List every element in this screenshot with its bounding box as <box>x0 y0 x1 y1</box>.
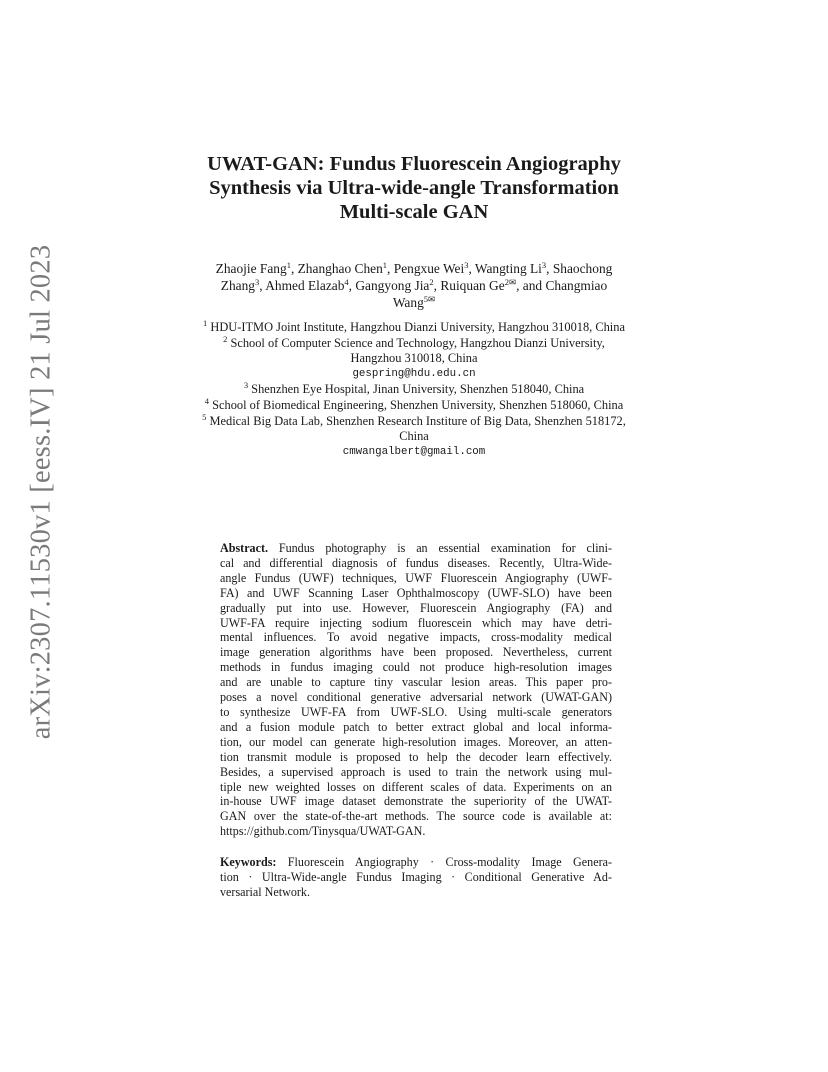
author-list <box>190 260 638 311</box>
abstract-line: methods in fundus imaging could not produce high-resolution images <box>220 660 612 675</box>
author-affil-mark: 4 <box>344 277 349 287</box>
abstract-line: cal and differential diagnosis of fundus diseases. Recently, Ultra-Wide- <box>220 555 612 570</box>
abstract-text: Fundus photography is an essential examination for clini- <box>268 541 612 555</box>
abstract-line: FA) and UWF Scanning Laser Ophthalmoscopy (UWF-SLO) have been <box>220 585 612 600</box>
affiliation <box>176 382 652 398</box>
author-name: Zhaojie Fang <box>215 261 287 276</box>
author-name: Wang <box>392 295 424 310</box>
affil-number: 2 <box>223 333 228 344</box>
affiliation <box>176 395 652 414</box>
author-affil-mark: 1 <box>286 260 291 270</box>
author-line <box>190 277 638 294</box>
abstract-line: tiple new weighted losses on different scales of data. Experiments on an <box>220 779 612 794</box>
author-line <box>190 260 638 277</box>
author-name: , Ahmed Elazab <box>259 278 345 293</box>
source-code-link[interactable]: https://github.com/Tinysqua/UWAT-GAN. <box>220 824 426 839</box>
affiliation-list <box>176 320 652 460</box>
abstract-line <box>220 541 612 556</box>
title-line: UWAT-GAN: Fundus Fluorescein Angiography <box>207 153 621 175</box>
author-name: Zhang <box>220 278 256 293</box>
author-affil-mark: 2✉ <box>504 277 517 287</box>
author-name: , and Changmiao <box>516 278 608 293</box>
abstract-line: poses a novel conditional generative adversarial network (UWAT-GAN) <box>220 690 612 705</box>
affil-number: 3 <box>243 380 249 391</box>
affiliation <box>176 320 652 336</box>
keywords-line <box>220 855 612 870</box>
abstract-line: tion, our model can generate high-resolution images. Moreover, an atten- <box>220 734 612 749</box>
author-name: , Shaochong <box>546 261 613 276</box>
abstract-line: tion transmit module is proposed to help the decoder learn effectively. <box>220 749 612 764</box>
author-line <box>190 294 638 311</box>
author-name: , Gangyong Jia <box>348 278 430 293</box>
affil-text: Medical Big Data Lab, Shenzhen Research Institure of Big Data, Shenzhen 518172, <box>209 413 626 428</box>
author-name: , Pengxue Wei <box>387 261 465 276</box>
abstract-line: angle Fundus (UWF) techniques, UWF Fluorescein Angiography (UWF- <box>220 570 612 585</box>
affil-number: 4 <box>204 395 210 406</box>
email-link[interactable]: gespring@hdu.edu.cn <box>352 367 476 380</box>
affil-text: School of Computer Science and Technology, Hangzhou Dianzi University, <box>230 335 605 350</box>
abstract-line: Besides, a supervised approach is used to train the network using mul- <box>220 764 612 779</box>
affiliation <box>176 333 652 352</box>
abstract-line: mental influences. To avoid negative impacts, cross-modality medical <box>220 630 612 645</box>
arxiv-id: arXiv:2307.11530v1 [eess.IV] 21 Jul 2023 <box>25 244 57 740</box>
affil-text: China <box>399 429 429 444</box>
affil-number: 1 <box>203 318 208 328</box>
author-affil-mark: 2 <box>429 277 434 287</box>
abstract-line: and a fusion module patch to better extract global and local informa- <box>220 719 612 734</box>
arxiv-sidebar-stamp <box>18 244 64 740</box>
abstract <box>220 541 612 839</box>
author-affil-mark: 3 <box>255 277 260 287</box>
author-name: , Zhanghao Chen <box>290 261 383 276</box>
paper-title <box>150 152 678 224</box>
author-name: , Wangting Li <box>468 261 542 276</box>
keywords-line: tion · Ultra-Wide-angle Fundus Imaging · Conditional Generative Ad- <box>220 869 612 884</box>
title-line: Synthesis via Ultra-wide-angle Transformation <box>209 177 619 199</box>
keywords-line: versarial Network. <box>220 884 310 899</box>
abstract-line: and are unable to capture tiny vascular lesion areas. This paper pro- <box>220 675 612 690</box>
keywords <box>220 855 612 900</box>
abstract-line: image generation algorithms have been proposed. Nevertheless, current <box>220 645 612 660</box>
affiliation <box>176 411 652 430</box>
author-name: , Ruiquan Ge <box>433 278 505 293</box>
affil-text: School of Biomedical Engineering, Shenzhen University, Shenzhen 518060, China <box>212 397 624 412</box>
affil-number: 5 <box>202 411 207 422</box>
keywords-label: Keywords: <box>220 855 277 869</box>
abstract-line: in-house UWF image dataset demonstrate the superiority of the UWAT- <box>220 794 612 809</box>
keywords-text: Fluorescein Angiography · Cross-modality Image Genera- <box>276 855 612 869</box>
email-link[interactable]: cmwangalbert@gmail.com <box>342 445 486 458</box>
abstract-line: UWF-FA require injecting sodium fluorescein which may have detri- <box>220 615 612 630</box>
author-affil-mark: 3 <box>541 260 547 270</box>
affil-text: Shenzhen Eye Hospital, Jinan University, Shenzhen 518040, China <box>251 382 585 397</box>
abstract-label: Abstract. <box>220 541 269 555</box>
author-affil-mark: 3 <box>464 260 469 270</box>
title-line: Multi-scale GAN <box>339 201 489 223</box>
affil-text: Hangzhou 310018, China <box>350 351 478 366</box>
abstract-line: GAN over the state-of-the-art methods. The source code is available at: <box>220 809 612 824</box>
author-affil-mark: 1 <box>382 260 388 270</box>
abstract-line: to synthesize UWF-FA from UWF-SLO. Using multi-scale generators <box>220 704 612 719</box>
author-affil-mark: 5✉ <box>423 294 436 304</box>
affil-text: HDU-ITMO Joint Institute, Hangzhou Dianzi University, Hangzhou 310018, China <box>210 320 625 334</box>
abstract-line: gradually put into use. However, Fluorescein Angiography (FA) and <box>220 600 612 615</box>
